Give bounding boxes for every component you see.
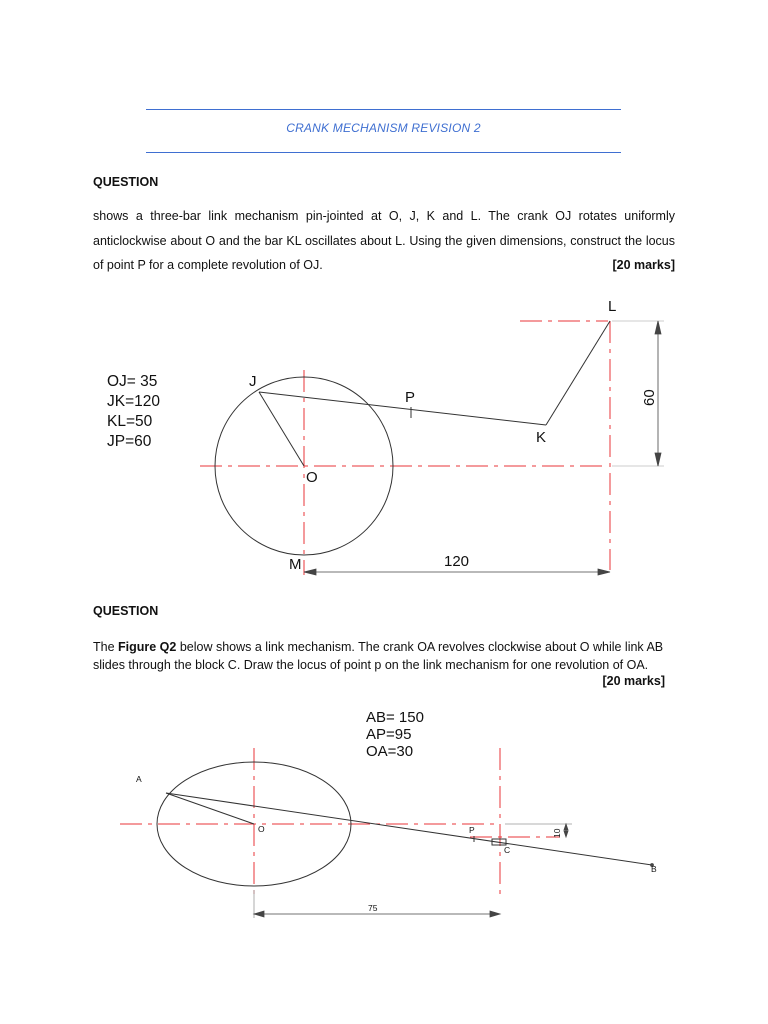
dim-label-60: 60 xyxy=(641,389,658,406)
figure-q1-diagram xyxy=(0,290,768,590)
fig2-dim-oa: OA=30 xyxy=(366,743,414,760)
question-1-heading: QUESTION xyxy=(93,175,159,189)
page-title: CRANK MECHANISM REVISION 2 xyxy=(286,121,481,135)
q2-label-b: B xyxy=(651,864,657,874)
fig2-dim-ap: AP=95 xyxy=(366,726,412,743)
title-bottom-rule xyxy=(146,152,621,153)
label-p: P xyxy=(405,389,416,406)
fig1-dim-kl: KL=50 xyxy=(107,413,153,430)
q2-dim-arrow-down xyxy=(564,831,568,837)
title-top-rule xyxy=(146,109,621,110)
question-1-body: shows a three-bar link mechanism pin-jointed at O, J, K and L. The crank OJ rotates uniformly anticlockwise about O and the bar KL oscillates about L. Using the given dimensions, construct the locus of point P for a complete revolution of OJ. xyxy=(93,209,675,272)
label-j: J xyxy=(249,373,257,390)
q2-link-ab xyxy=(166,793,652,865)
q2-dim-arrow-left xyxy=(254,911,264,917)
question-1-marks: [20 marks] xyxy=(612,258,675,272)
dim-arrow-down xyxy=(655,453,661,466)
q2-label-a: A xyxy=(136,774,142,784)
question-2-intro: The xyxy=(93,640,119,654)
label-o: O xyxy=(306,469,318,486)
fig2-dim-ab: AB= 150 xyxy=(366,709,424,726)
dim-arrow-left xyxy=(304,569,316,575)
fig1-dim-jp: JP=60 xyxy=(107,433,152,450)
question-2-text xyxy=(93,638,675,674)
question-2-body: below shows a link mechanism. The crank OA revolves clockwise about O while link AB slides through the block C. Draw the locus of point p on the link mechanism for one revolution of OA. xyxy=(93,640,664,672)
link-kl xyxy=(546,321,610,425)
q2-dim-arrow-up xyxy=(564,824,568,830)
q2-dim-label-75: 75 xyxy=(368,903,378,913)
q2-dim-arrow-right xyxy=(490,911,500,917)
label-m: M xyxy=(289,556,302,573)
q2-dim-label-10: 10 xyxy=(552,828,562,838)
crank-oj xyxy=(259,392,304,466)
question-1-text xyxy=(93,204,675,278)
question-2-heading: QUESTION xyxy=(93,604,159,618)
q2-label-c: C xyxy=(504,845,511,855)
q2-crank-oa xyxy=(166,793,254,824)
figure-q2-diagram xyxy=(0,700,768,940)
dim-arrow-up xyxy=(655,321,661,334)
label-l: L xyxy=(608,298,617,315)
label-k: K xyxy=(536,429,547,446)
dim-arrow-right xyxy=(598,569,610,575)
q2-label-o: O xyxy=(258,824,265,834)
fig1-dim-oj: OJ= 35 xyxy=(107,373,158,390)
fig1-dim-jk: JK=120 xyxy=(107,393,161,410)
question-2-figure-ref: Figure Q2 xyxy=(118,640,177,654)
dim-label-120: 120 xyxy=(444,553,470,570)
link-jk xyxy=(259,392,546,425)
question-2-marks: [20 marks] xyxy=(602,674,665,688)
q2-label-p: P xyxy=(469,825,475,835)
